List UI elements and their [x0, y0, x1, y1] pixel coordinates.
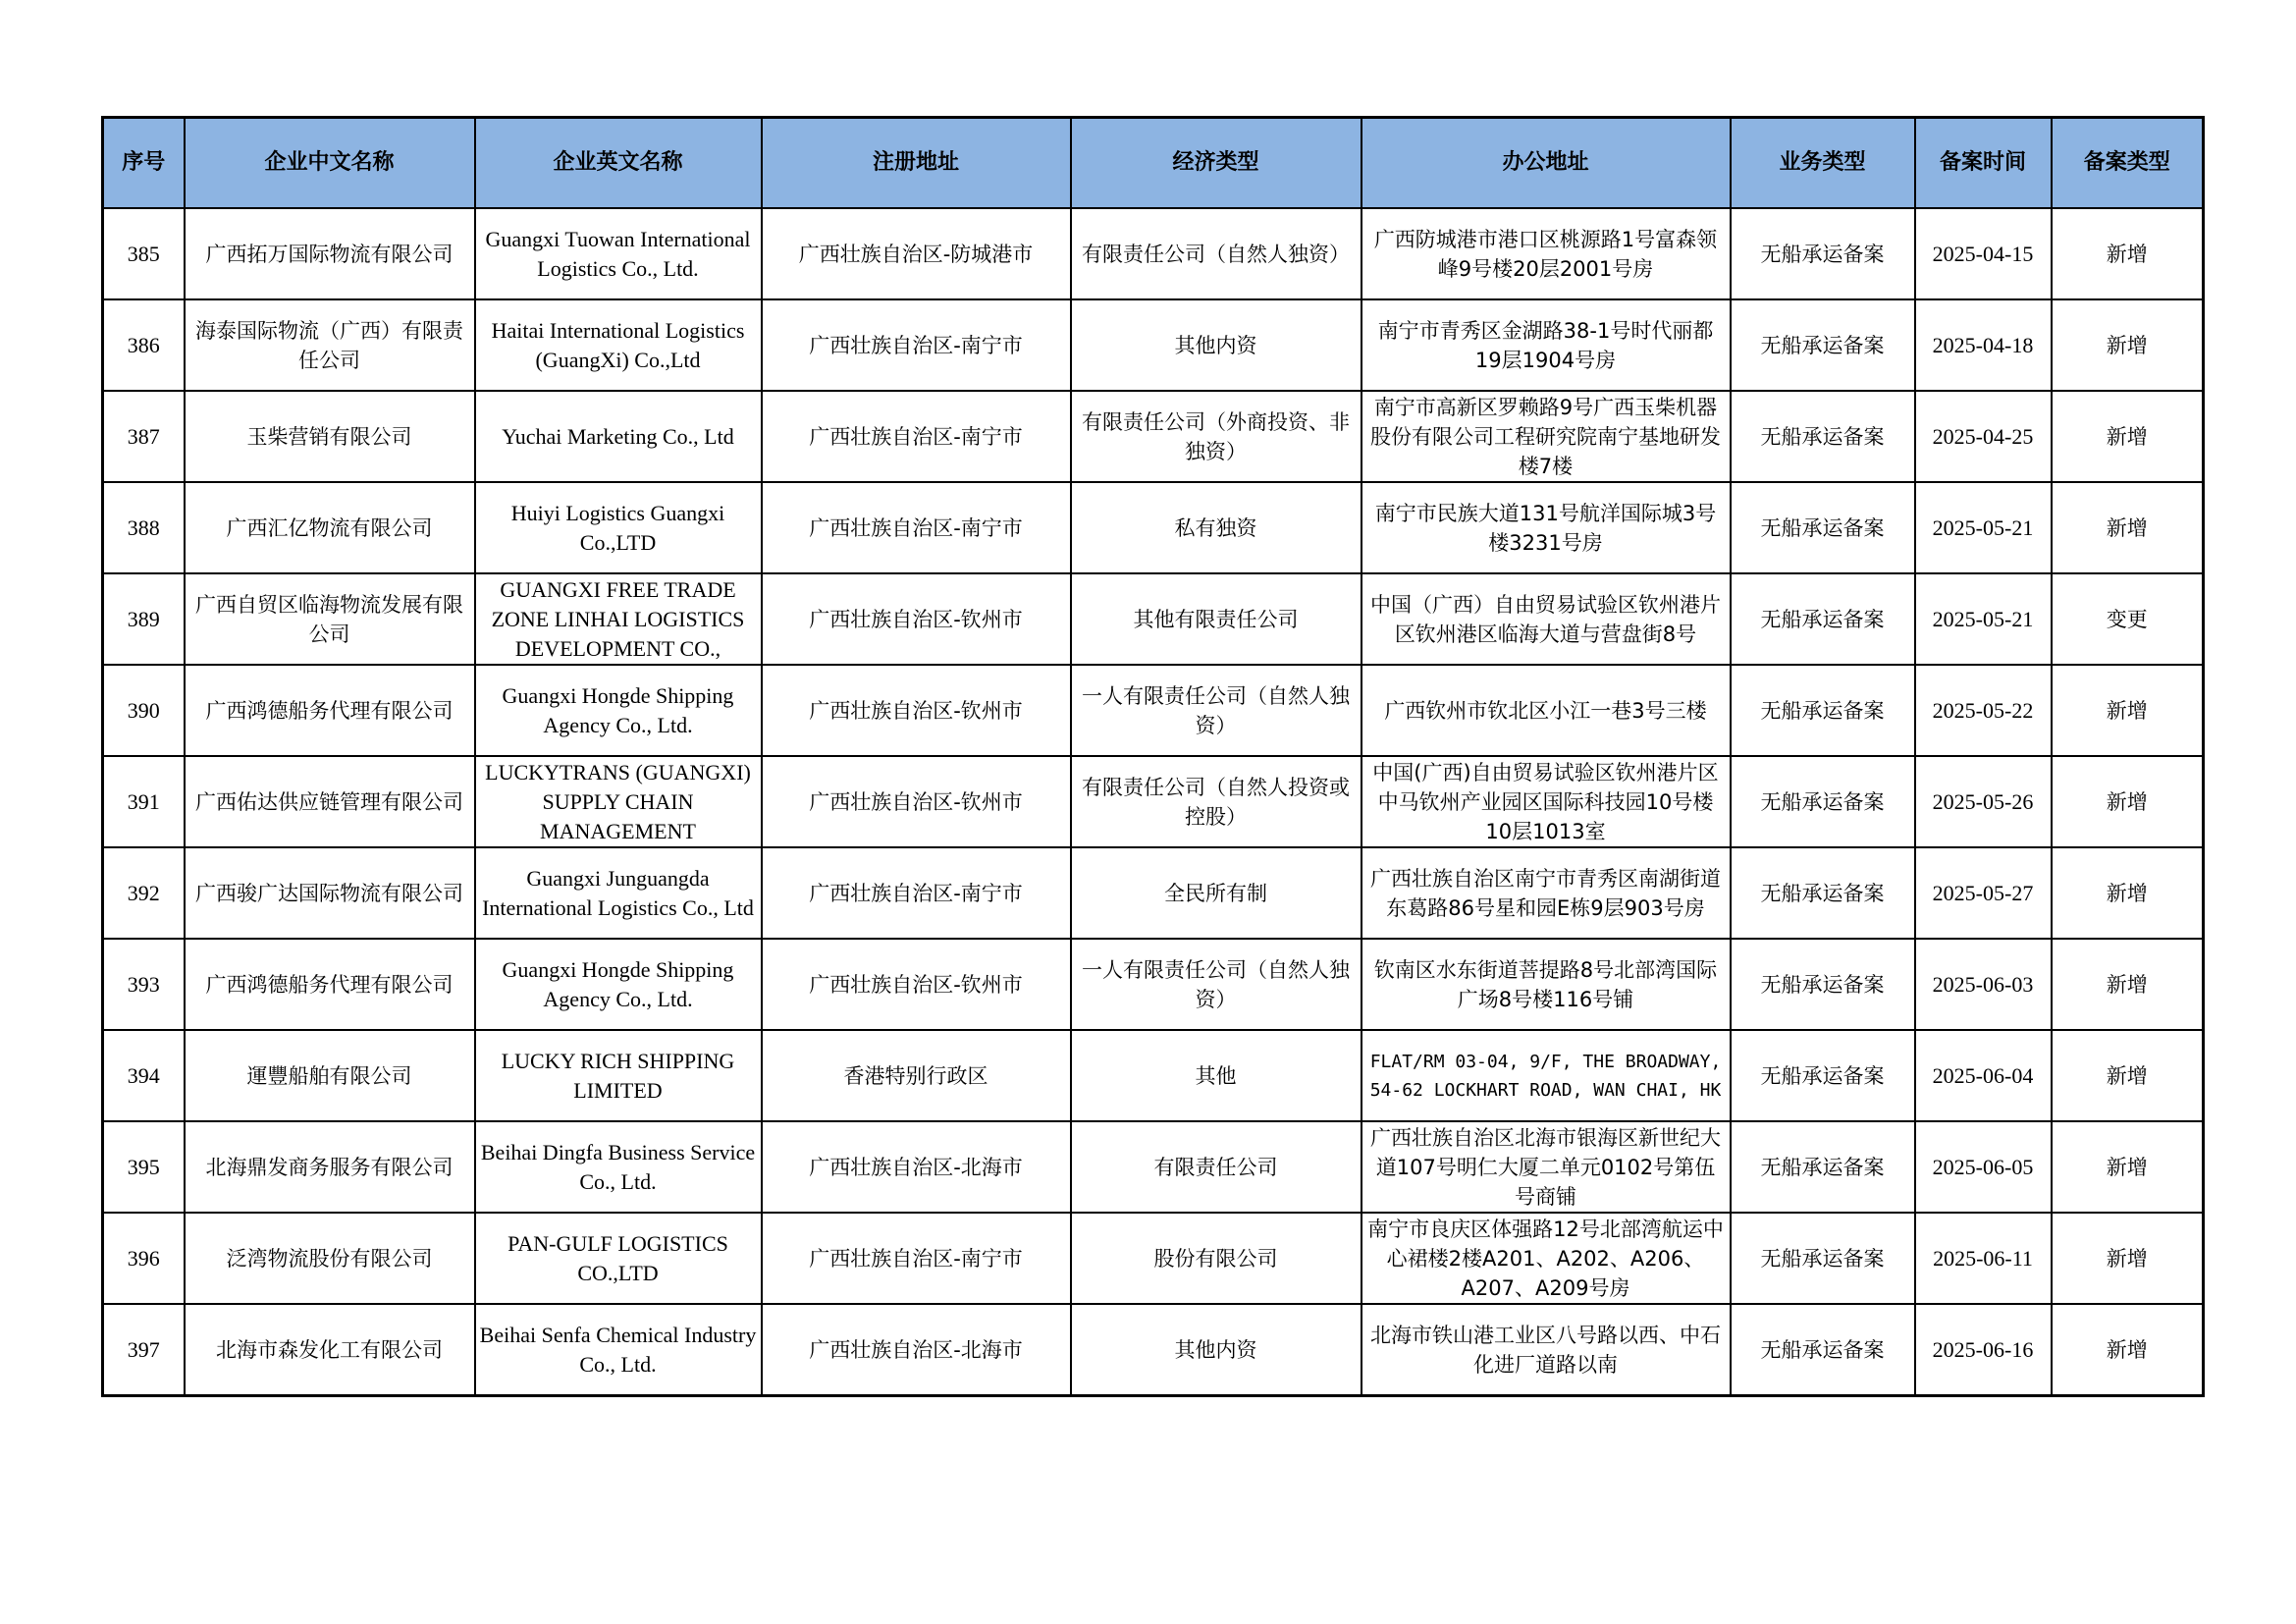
cell-econ-type-text: 有限责任公司: [1153, 1155, 1278, 1179]
cell-reg-address: [762, 665, 1071, 756]
cell-business-type: [1731, 208, 1915, 299]
cell-econ-type-text: 一人有限责任公司（自然人独资）: [1082, 683, 1350, 737]
cell-date-text: 2025-04-15: [1932, 241, 2034, 266]
cell-econ-type-text: 全民所有制: [1164, 881, 1267, 905]
cell-no: [103, 1030, 185, 1121]
cell-office-address: [1362, 482, 1731, 573]
cell-record-type: [2052, 573, 2204, 665]
cell-cn-name-text: 广西汇亿物流有限公司: [226, 515, 433, 540]
cell-en-name: [475, 756, 762, 847]
cell-en-name: [475, 847, 762, 939]
cell-econ-type-text: 私有独资: [1174, 515, 1257, 540]
cell-no-text: 389: [127, 606, 160, 631]
cell-record-type-text: 新增: [2106, 333, 2148, 357]
cell-cn-name-text: 北海市森发化工有限公司: [216, 1337, 443, 1362]
cell-en-name: [475, 573, 762, 665]
cell-office-address: [1362, 939, 1731, 1030]
cell-cn-name-text: 運豐船舶有限公司: [246, 1063, 412, 1088]
cell-econ-type: [1071, 482, 1362, 573]
table-row: [103, 1030, 2204, 1121]
cell-cn-name: [185, 847, 475, 939]
cell-cn-name-text: 广西自贸区临海物流发展有限公司: [195, 592, 463, 646]
cell-office-address: [1362, 208, 1731, 299]
cell-cn-name-text: 广西骏广达国际物流有限公司: [195, 881, 463, 905]
column-header-office-address: 办公地址: [1362, 118, 1731, 209]
cell-en-name-text: LUCKYTRANS (GUANGXI) SUPPLY CHAIN MANAGEMENT: [485, 759, 751, 843]
cell-no-text: 396: [127, 1245, 160, 1271]
cell-reg-address-text: 广西壮族自治区-钦州市: [809, 607, 1023, 631]
cell-en-name-text: Beihai Senfa Chemical Industry Co., Ltd.: [479, 1322, 757, 1377]
cell-business-type-text: 无船承运备案: [1760, 515, 1885, 540]
table-header-row: [103, 118, 2204, 209]
cell-en-name: [475, 1121, 762, 1213]
cell-econ-type-text: 有限责任公司（自然人投资或控股）: [1082, 775, 1350, 829]
cell-record-type: [2052, 208, 2204, 299]
cell-record-type-text: 新增: [2106, 881, 2148, 905]
cell-office-address-text: 广西防城港市港口区桃源路1号富森领峰9号楼20层2001号房: [1373, 227, 1718, 281]
cell-business-type: [1731, 1121, 1915, 1213]
cell-reg-address-text: 广西壮族自治区-南宁市: [809, 424, 1023, 449]
cell-en-name: [475, 482, 762, 573]
cell-office-address-text: 钦南区水东街道菩提路8号北部湾国际广场8号楼116号铺: [1373, 957, 1718, 1011]
cell-date: [1915, 573, 2052, 665]
cell-reg-address-text: 广西壮族自治区-钦州市: [809, 789, 1023, 814]
table-row: [103, 573, 2204, 665]
cell-date: [1915, 1213, 2052, 1304]
table-row: [103, 756, 2204, 847]
cell-date-text: 2025-06-16: [1932, 1336, 2034, 1362]
cell-no-text: 391: [127, 788, 160, 814]
cell-no: [103, 1213, 185, 1304]
cell-office-address-text: 北海市铁山港工业区八号路以西、中石化进厂道路以南: [1370, 1323, 1721, 1377]
cell-econ-type-text: 股份有限公司: [1153, 1246, 1278, 1271]
cell-cn-name-text: 广西鸿德船务代理有限公司: [205, 698, 454, 723]
cell-record-type: [2052, 391, 2204, 482]
cell-econ-type: [1071, 1304, 1362, 1396]
cell-business-type-text: 无船承运备案: [1760, 698, 1885, 723]
cell-en-name-text: GUANGXI FREE TRADE ZONE LINHAI LOGISTICS DEVELOPMENT CO.,: [491, 576, 745, 661]
cell-date: [1915, 939, 2052, 1030]
column-header-date: 备案时间: [1915, 118, 2052, 209]
cell-date-text: 2025-05-26: [1932, 788, 2034, 814]
cell-reg-address-text: 广西壮族自治区-北海市: [809, 1155, 1023, 1179]
cell-reg-address: [762, 573, 1071, 665]
cell-cn-name: [185, 1121, 475, 1213]
cell-reg-address-text: 广西壮族自治区-钦州市: [809, 972, 1023, 997]
cell-date: [1915, 1304, 2052, 1396]
cell-business-type-text: 无船承运备案: [1760, 789, 1885, 814]
cell-econ-type-text: 其他有限责任公司: [1133, 607, 1299, 631]
cell-en-name: [475, 939, 762, 1030]
cell-econ-type: [1071, 847, 1362, 939]
cell-business-type: [1731, 299, 1915, 391]
cell-reg-address: [762, 299, 1071, 391]
cell-record-type-text: 新增: [2106, 242, 2148, 266]
cell-econ-type-text: 一人有限责任公司（自然人独资）: [1082, 957, 1350, 1011]
cell-en-name-text: Yuchai Marketing Co., Ltd: [502, 423, 734, 449]
cell-econ-type: [1071, 665, 1362, 756]
cell-reg-address: [762, 1030, 1071, 1121]
cell-office-address: [1362, 1030, 1731, 1121]
cell-no-text: 392: [127, 880, 160, 905]
cell-no: [103, 847, 185, 939]
cell-cn-name: [185, 665, 475, 756]
cell-business-type-text: 无船承运备案: [1760, 333, 1885, 357]
cell-en-name-text: Huiyi Logistics Guangxi Co.,LTD: [510, 500, 725, 555]
cell-reg-address: [762, 1213, 1071, 1304]
cell-business-type-text: 无船承运备案: [1760, 881, 1885, 905]
cell-office-address: [1362, 1304, 1731, 1396]
cell-no-text: 395: [127, 1154, 160, 1179]
cell-business-type: [1731, 482, 1915, 573]
cell-record-type: [2052, 1304, 2204, 1396]
cell-no: [103, 391, 185, 482]
cell-date: [1915, 482, 2052, 573]
cell-en-name-text: Guangxi Hongde Shipping Agency Co., Ltd.: [502, 956, 734, 1011]
cell-cn-name-text: 北海鼎发商务服务有限公司: [205, 1155, 454, 1179]
cell-office-address: [1362, 573, 1731, 665]
cell-econ-type: [1071, 208, 1362, 299]
cell-office-address: [1362, 299, 1731, 391]
cell-cn-name: [185, 1213, 475, 1304]
cell-reg-address-text: 广西壮族自治区-钦州市: [809, 698, 1023, 723]
cell-cn-name: [185, 482, 475, 573]
cell-business-type: [1731, 573, 1915, 665]
cell-reg-address: [762, 391, 1071, 482]
cell-reg-address: [762, 1304, 1071, 1396]
record-table: [101, 116, 2205, 1397]
cell-date-text: 2025-05-21: [1932, 606, 2034, 631]
cell-no-text: 393: [127, 971, 160, 997]
cell-office-address-text: 南宁市民族大道131号航洋国际城3号楼3231号房: [1374, 501, 1717, 555]
cell-record-type-text: 新增: [2106, 424, 2148, 449]
column-header-no: 序号: [103, 118, 185, 209]
cell-office-address-text: 中国（广西）自由贸易试验区钦州港片区钦州港区临海大道与营盘街8号: [1370, 592, 1721, 646]
cell-record-type-text: 新增: [2106, 1246, 2148, 1271]
cell-en-name: [475, 1213, 762, 1304]
cell-record-type: [2052, 299, 2204, 391]
cell-reg-address: [762, 482, 1071, 573]
cell-date-text: 2025-06-11: [1933, 1245, 2033, 1271]
cell-cn-name-text: 玉柴营销有限公司: [246, 424, 412, 449]
cell-record-type: [2052, 756, 2204, 847]
cell-office-address: [1362, 1213, 1731, 1304]
cell-record-type-text: 新增: [2106, 515, 2148, 540]
cell-record-type: [2052, 939, 2204, 1030]
column-header-business-type: 业务类型: [1731, 118, 1915, 209]
cell-business-type: [1731, 756, 1915, 847]
cell-record-type: [2052, 665, 2204, 756]
cell-no: [103, 482, 185, 573]
cell-no: [103, 208, 185, 299]
cell-date-text: 2025-05-27: [1932, 880, 2034, 905]
table-body: [103, 208, 2204, 1396]
cell-econ-type: [1071, 1030, 1362, 1121]
cell-office-address: [1362, 665, 1731, 756]
cell-date-text: 2025-05-21: [1932, 514, 2034, 540]
cell-date-text: 2025-06-04: [1932, 1062, 2034, 1088]
cell-reg-address-text: 广西壮族自治区-南宁市: [809, 1246, 1023, 1271]
cell-business-type: [1731, 1030, 1915, 1121]
cell-en-name-text: Guangxi Hongde Shipping Agency Co., Ltd.: [502, 682, 734, 737]
cell-en-name-text: Guangxi Junguangda International Logistics Co., Ltd: [482, 865, 754, 920]
cell-no: [103, 756, 185, 847]
column-header-reg-address: 注册地址: [762, 118, 1071, 209]
cell-en-name-text: Haitai International Logistics (GuangXi) Co.,Ltd: [491, 317, 745, 372]
column-header-en-name: 企业英文名称: [475, 118, 762, 209]
cell-reg-address: [762, 847, 1071, 939]
cell-date: [1915, 756, 2052, 847]
table-row: [103, 391, 2204, 482]
cell-no: [103, 1304, 185, 1396]
cell-econ-type-text: 其他内资: [1174, 333, 1257, 357]
cell-office-address-text: 南宁市高新区罗赖路9号广西玉柴机器股份有限公司工程研究院南宁基地研发楼7楼: [1370, 395, 1721, 478]
cell-business-type-text: 无船承运备案: [1760, 424, 1885, 449]
cell-no: [103, 573, 185, 665]
cell-reg-address-text: 广西壮族自治区-防城港市: [798, 242, 1034, 266]
cell-en-name-text: Beihai Dingfa Business Service Co., Ltd.: [480, 1139, 756, 1194]
cell-econ-type: [1071, 299, 1362, 391]
cell-date: [1915, 299, 2052, 391]
cell-no-text: 390: [127, 697, 160, 723]
cell-record-type-text: 新增: [2106, 698, 2148, 723]
cell-cn-name: [185, 208, 475, 299]
cell-record-type: [2052, 1213, 2204, 1304]
cell-business-type-text: 无船承运备案: [1760, 242, 1885, 266]
cell-business-type: [1731, 1213, 1915, 1304]
cell-business-type-text: 无船承运备案: [1760, 1155, 1885, 1179]
cell-econ-type: [1071, 756, 1362, 847]
cell-record-type-text: 新增: [2106, 789, 2148, 814]
cell-no: [103, 665, 185, 756]
cell-business-type: [1731, 939, 1915, 1030]
cell-record-type: [2052, 847, 2204, 939]
cell-en-name: [475, 208, 762, 299]
cell-cn-name-text: 广西鸿德船务代理有限公司: [205, 972, 454, 997]
cell-econ-type-text: 其他内资: [1174, 1337, 1257, 1362]
cell-record-type-text: 新增: [2106, 1155, 2148, 1179]
cell-cn-name: [185, 756, 475, 847]
cell-record-type-text: 变更: [2106, 607, 2148, 631]
cell-econ-type-text: 有限责任公司（自然人独资）: [1082, 242, 1350, 266]
table-row: [103, 1121, 2204, 1213]
cell-record-type-text: 新增: [2106, 1337, 2148, 1362]
cell-office-address-text: 南宁市青秀区金湖路38-1号时代丽都19层1904号房: [1377, 318, 1714, 372]
cell-date: [1915, 208, 2052, 299]
cell-date-text: 2025-04-18: [1932, 332, 2034, 357]
cell-no-text: 388: [127, 514, 160, 540]
cell-date: [1915, 391, 2052, 482]
cell-econ-type: [1071, 391, 1362, 482]
cell-date-text: 2025-06-05: [1932, 1154, 2034, 1179]
cell-business-type-text: 无船承运备案: [1760, 1337, 1885, 1362]
cell-business-type: [1731, 665, 1915, 756]
cell-business-type: [1731, 391, 1915, 482]
cell-date-text: 2025-05-22: [1932, 697, 2034, 723]
cell-reg-address-text: 广西壮族自治区-南宁市: [809, 333, 1023, 357]
table-row: [103, 482, 2204, 573]
cell-business-type-text: 无船承运备案: [1760, 1063, 1885, 1088]
cell-office-address: [1362, 847, 1731, 939]
cell-reg-address: [762, 1121, 1071, 1213]
cell-no-text: 386: [127, 332, 160, 357]
cell-date: [1915, 1121, 2052, 1213]
cell-cn-name-text: 广西佑达供应链管理有限公司: [195, 789, 463, 814]
cell-reg-address-text: 广西壮族自治区-北海市: [809, 1337, 1023, 1362]
cell-office-address: [1362, 1121, 1731, 1213]
cell-en-name: [475, 299, 762, 391]
cell-reg-address: [762, 939, 1071, 1030]
cell-reg-address-text: 广西壮族自治区-南宁市: [809, 515, 1023, 540]
cell-cn-name: [185, 1304, 475, 1396]
column-header-cn-name: 企业中文名称: [185, 118, 475, 209]
cell-econ-type: [1071, 939, 1362, 1030]
cell-en-name: [475, 665, 762, 756]
cell-no-text: 387: [127, 423, 160, 449]
cell-date: [1915, 665, 2052, 756]
cell-reg-address-text: 广西壮族自治区-南宁市: [809, 881, 1023, 905]
cell-en-name-text: Guangxi Tuowan International Logistics Co., Ltd.: [485, 226, 751, 281]
cell-cn-name: [185, 391, 475, 482]
cell-en-name: [475, 1304, 762, 1396]
cell-office-address: [1362, 391, 1731, 482]
cell-cn-name: [185, 573, 475, 665]
table-row: [103, 208, 2204, 299]
cell-econ-type: [1071, 573, 1362, 665]
table-row: [103, 1213, 2204, 1304]
cell-reg-address: [762, 756, 1071, 847]
cell-no: [103, 299, 185, 391]
table-row: [103, 939, 2204, 1030]
cell-office-address-text: FLAT/RM 03-04, 9/F, THE BROADWAY, 54-62 LOCKHART ROAD, WAN CHAI, HK: [1369, 1051, 1722, 1101]
cell-reg-address-text: 香港特别行政区: [843, 1063, 988, 1088]
cell-record-type-text: 新增: [2106, 972, 2148, 997]
table-row: [103, 299, 2204, 391]
cell-date: [1915, 847, 2052, 939]
cell-no-text: 397: [127, 1336, 160, 1362]
cell-en-name: [475, 1030, 762, 1121]
cell-business-type-text: 无船承运备案: [1760, 607, 1885, 631]
column-header-econ-type: 经济类型: [1071, 118, 1362, 209]
table-row: [103, 665, 2204, 756]
cell-business-type: [1731, 1304, 1915, 1396]
cell-cn-name-text: 泛湾物流股份有限公司: [226, 1246, 433, 1271]
cell-date: [1915, 1030, 2052, 1121]
cell-econ-type-text: 其他: [1195, 1063, 1237, 1088]
column-header-record-type: 备案类型: [2052, 118, 2204, 209]
cell-econ-type-text: 有限责任公司（外商投资、非独资）: [1082, 409, 1350, 463]
cell-record-type-text: 新增: [2106, 1063, 2148, 1088]
cell-office-address-text: 广西壮族自治区北海市银海区新世纪大道107号明仁大厦二单元0102号第伍号商铺: [1370, 1125, 1721, 1209]
cell-no-text: 385: [127, 241, 160, 266]
cell-office-address-text: 广西钦州市钦北区小江一巷3号三楼: [1384, 698, 1707, 723]
cell-econ-type: [1071, 1121, 1362, 1213]
cell-cn-name: [185, 939, 475, 1030]
cell-office-address: [1362, 756, 1731, 847]
cell-no: [103, 939, 185, 1030]
cell-en-name-text: PAN-GULF LOGISTICS CO.,LTD: [507, 1230, 728, 1285]
cell-office-address-text: 广西壮族自治区南宁市青秀区南湖街道东葛路86号星和园E栋9层903号房: [1370, 866, 1721, 920]
cell-en-name-text: LUCKY RICH SHIPPING LIMITED: [501, 1048, 735, 1103]
cell-econ-type: [1071, 1213, 1362, 1304]
cell-no: [103, 1121, 185, 1213]
cell-business-type-text: 无船承运备案: [1760, 972, 1885, 997]
cell-date-text: 2025-04-25: [1932, 423, 2034, 449]
cell-office-address-text: 南宁市良庆区体强路12号北部湾航运中心裙楼2楼A201、A202、A206、A207、A209号房: [1367, 1217, 1724, 1300]
cell-business-type-text: 无船承运备案: [1760, 1246, 1885, 1271]
cell-cn-name-text: 广西拓万国际物流有限公司: [205, 242, 454, 266]
cell-record-type: [2052, 1121, 2204, 1213]
cell-business-type: [1731, 847, 1915, 939]
cell-no-text: 394: [127, 1062, 160, 1088]
cell-cn-name-text: 海泰国际物流（广西）有限责任公司: [195, 318, 463, 372]
cell-record-type: [2052, 1030, 2204, 1121]
cell-record-type: [2052, 482, 2204, 573]
cell-cn-name: [185, 1030, 475, 1121]
cell-en-name: [475, 391, 762, 482]
cell-office-address-text: 中国(广西)自由贸易试验区钦州港片区中马钦州产业园区国际科技园10号楼10层1013室: [1372, 760, 1719, 843]
cell-cn-name: [185, 299, 475, 391]
record-table-container: [101, 116, 2202, 1397]
table-row: [103, 847, 2204, 939]
cell-date-text: 2025-06-03: [1932, 971, 2034, 997]
cell-reg-address: [762, 208, 1071, 299]
table-row: [103, 1304, 2204, 1396]
